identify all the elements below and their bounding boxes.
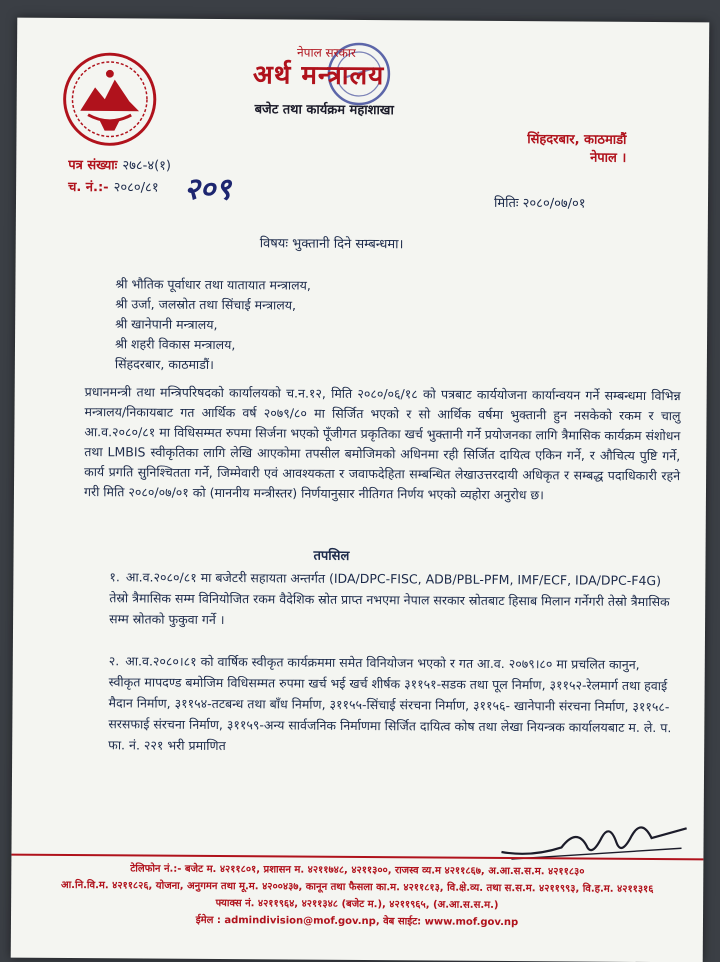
item-number: २. bbox=[108, 653, 120, 669]
footer-fax: फ्याक्स नं. ४२११९६४, ४२११३४८ (बजेट म.), ४२११९६५, (अ.आ.स.स.म.) bbox=[215, 898, 499, 911]
footer-contact: ईमेल : admindivision@mof.gov.np, वेब साईट: www.mof.gov.np bbox=[195, 914, 519, 929]
ministry-title: अर्थ मन्त्रालय bbox=[252, 60, 385, 92]
letter-date bbox=[494, 193, 586, 212]
subject-line: विषयः भुक्तानी दिने सम्बन्धमा। bbox=[259, 236, 404, 253]
recipient-line: श्री खानेपानी मन्त्रालय, bbox=[115, 316, 218, 333]
recipient-line: सिंहदरबार, काठमाडौं। bbox=[114, 356, 214, 372]
recipient-line: श्री भौतिक पूर्वाधार तथा यातायात मन्त्रालय, bbox=[115, 276, 311, 293]
recipient-line: श्री उर्जा, जलस्रोत तथा सिंचाई मन्त्रालय, bbox=[115, 296, 297, 313]
body-paragraph: प्रधानमन्त्री तथा मन्त्रिपरिषदको कार्यालयको च.न.१२, मिति २०८०/०६/१८ को पत्रबाट कार्ययोजना कार्यान्वयन गर्ने सम्बन्धमा विभिन्न मन्त्रालय/निकायबाट गत आर्थिक वर्ष २०७९/८० मा सिर्जित भएको र सो आर्थिक वर्षमा भुक्तानी हुन नसकेको रकम र चालु आ.व.२०८०/८१ मा विधिसम्मत रुपमा सिर्जना भएको पूँजीगत प्रकृतिका खर्च भुक्तानी गर्ने प्रयोजनका लागि त्रैमासिक कार्यक्रम संशोधन तथा LMBIS स्वीकृतिका लागि लेखि आएकोमा तपसील बमोजिमको अधिनमा रही सिर्जित दायित्व एकिन गर्ने, र औचित्य पुष्टि गर्ने, कार्य प्रगति सुनिश्चितता गर्ने, जिम्मेवारी एवं आवश्यकता र जवाफदेहिता सम्बन्धित लेखाउत्तरदायी अधिकृत र सम्बद्ध पदाधिकारी रहने गरी मिति २०८०/०७/०१ को (माननीय मन्त्रीस्तर) निर्णयानुसार नीतिगत निर्णय भएको व्यहोरा अनुरोध छ। bbox=[83, 384, 681, 503]
handwritten-dispatch-number: २०९ bbox=[183, 171, 232, 208]
footer-phones-1: टेलिफोन नं.:- बजेट म. ४२११८०१, प्रशासन म. ४२११७४८, ४२११३००, राजस्व व्य.म ४२११८६७, अ.आ.स.स.म. ४२११८३० bbox=[130, 863, 585, 878]
address-line-2: नेपाल । bbox=[590, 150, 627, 166]
list-item bbox=[108, 650, 675, 759]
date-label: मितिः bbox=[493, 195, 519, 212]
government-emblem-icon bbox=[60, 50, 159, 149]
letter-page bbox=[11, 18, 710, 962]
division-name: बजेट तथा कार्यक्रम महाशाखा bbox=[254, 102, 394, 119]
recipient-list bbox=[115, 274, 311, 375]
dispatch-number-label: च. नं.:- bbox=[68, 179, 109, 196]
item-text: आ.व.२०८०/८१ मा बजेटरी सहायता अन्तर्गत (IDA/DPC-FISC, ADB/PBL-PFM, IMF/ECF, IDA/DPC-F4G) तेस्रो त्रैमासिक सम्म विनियोजित रकम वैदेशिक स्रोत प्राप्त नभएमा नेपाल सरकार स्रोतबाट हिसाब मिलान गर्नेगरी तेस्रो त्रैमासिक सम्म स्रोतको फुकुवा गर्ने । bbox=[109, 569, 670, 628]
dispatch-number-value: २०८०/८१ bbox=[113, 180, 159, 196]
list-item bbox=[109, 566, 675, 633]
footer-phones-2: आ.नि.वि.म. ४२११८२६, योजना, अनुगमन तथा मू.म. ४२००४३७, कानून तथा फैसला का.म. ४२११८१३, वि.क्षे.व्य. तथा स.स.म. ४२११९९३, वि.ह.म. ४२११३१६ bbox=[60, 879, 654, 896]
item-number: १. bbox=[109, 569, 120, 585]
letterhead-footer bbox=[21, 860, 693, 933]
letter-body bbox=[84, 382, 681, 506]
letter-number-label: पत्र संख्याः bbox=[68, 157, 118, 174]
address-line-1: सिंहदरबार, काठमाडौं bbox=[527, 132, 627, 148]
dispatch-number bbox=[68, 176, 159, 196]
letter-number-value: २७८-४(१) bbox=[122, 158, 172, 174]
details-heading: तपसिल bbox=[313, 548, 350, 564]
recipient-line: श्री शहरी विकास मन्त्रालय, bbox=[114, 336, 236, 353]
item-text: आ.व.२०८०।८१ को वार्षिक स्वीकृत कार्यक्रममा समेत विनियोजन भएको र गत आ.व. २०७९।८० मा प्रचलित कानुन, स्वीकृत मापदण्ड बमोजिम विधिसम्मत रुपमा खर्च भई खर्च शीर्षक ३११५१-सडक तथा पूल निर्माण, ३११५२-रेलमार्ग तथा हवाई मैदान निर्माण, ३११५४-तटबन्ध तथा बाँध निर्माण, ३११५५-सिंचाई संरचना निर्माण, ३११५६- खानेपानी संरचना निर्माण, ३११५८-सरसफाई संरचना निर्माण, ३११५९-अन्य सार्वजनिक निर्माणमा सिर्जित दायित्व कोष तथा लेखा नियन्त्रक कार्यालयबाट म. ले. प. फा. नं. २२१ भरी प्रमाणित bbox=[108, 653, 672, 754]
date-value: २०८०/०७/०१ bbox=[522, 196, 586, 212]
letter-number bbox=[68, 154, 171, 174]
government-heading: नेपाल सरकार bbox=[297, 45, 356, 60]
